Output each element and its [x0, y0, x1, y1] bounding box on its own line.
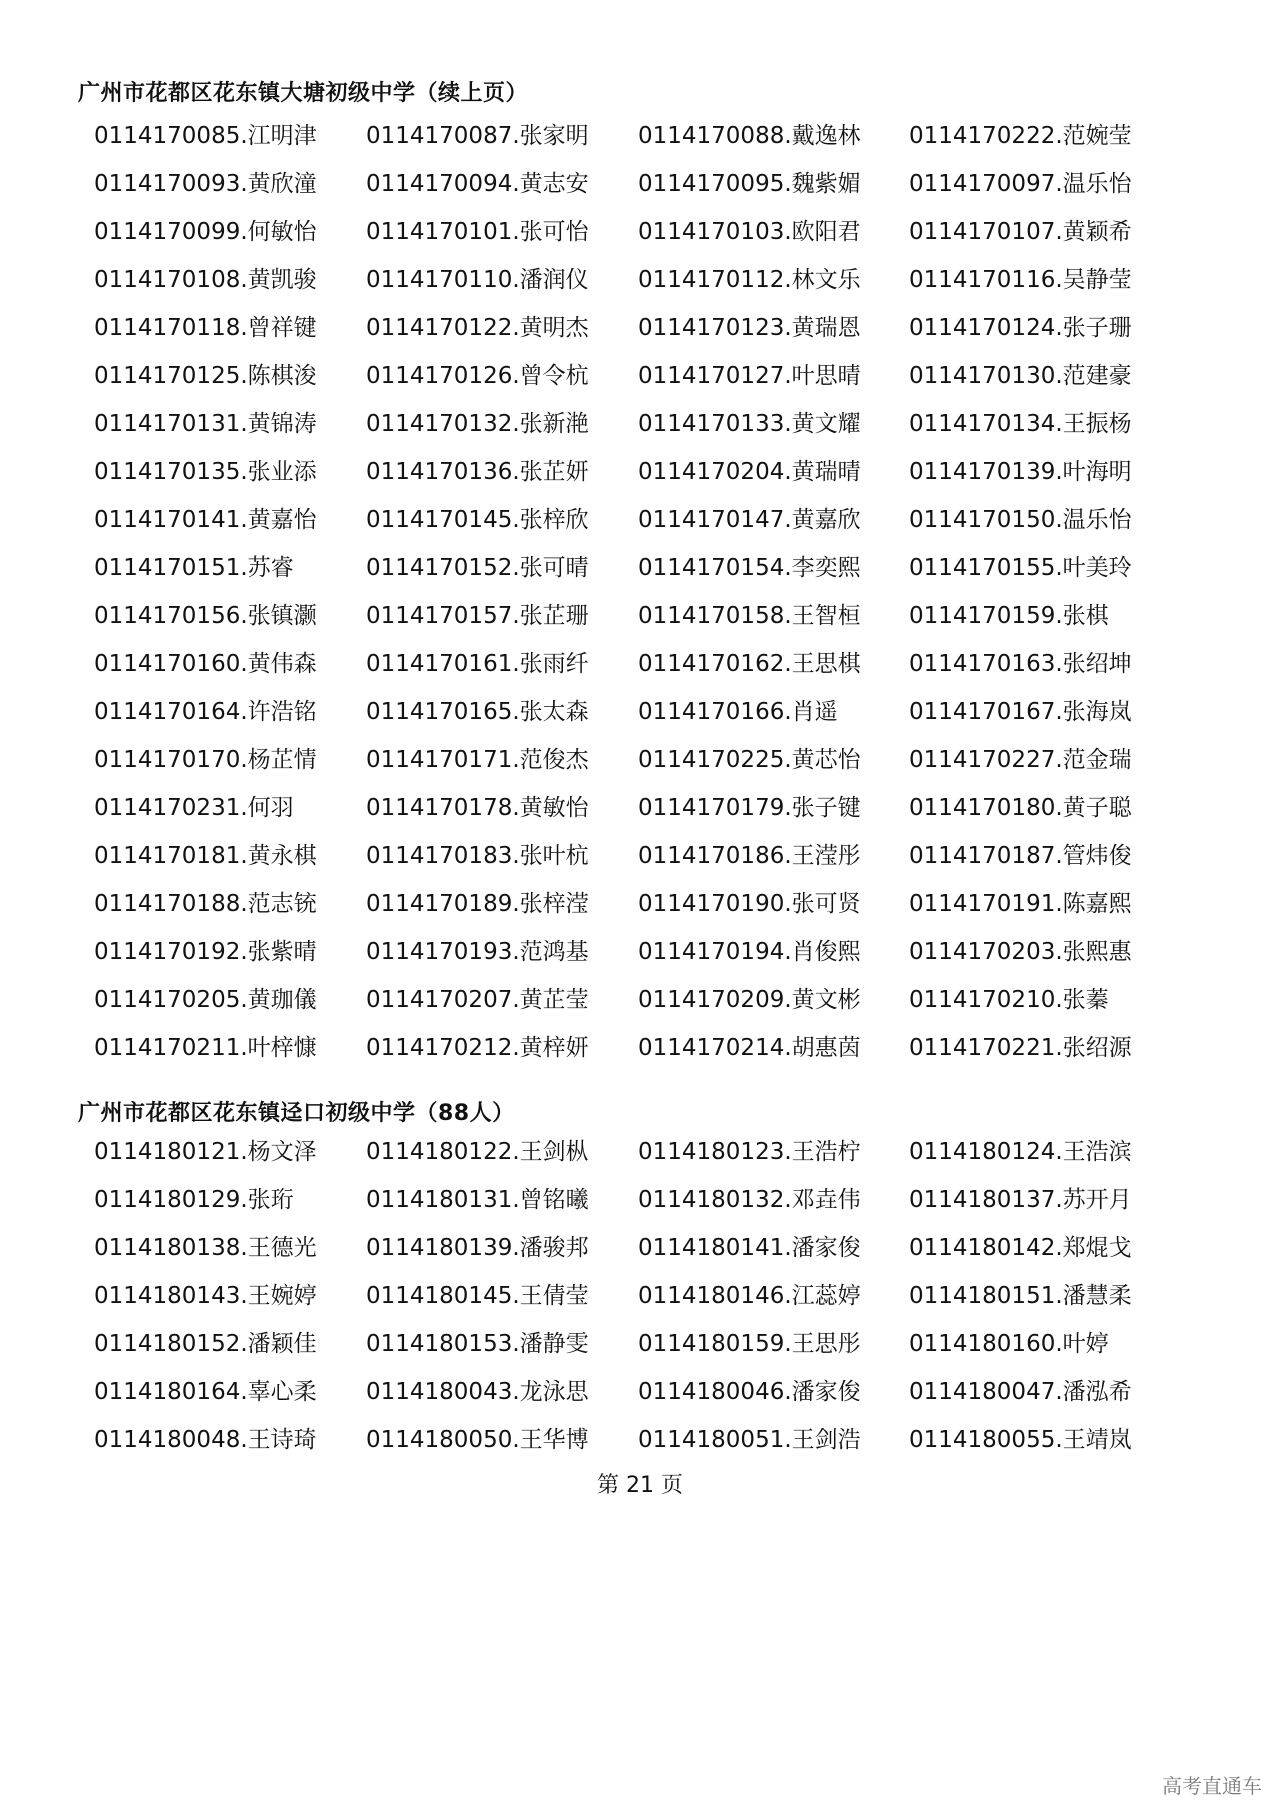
student-entry: 0114170221.张绍源: [909, 1035, 1132, 1061]
list-row: [94, 880, 1224, 928]
student-entry: 0114170187.管炜俊: [909, 843, 1132, 869]
student-entry: 0114180051.王剑浩: [638, 1427, 861, 1453]
student-entry: 0114170133.黄文耀: [638, 411, 861, 437]
student-entry: 0114180131.曾铭曦: [366, 1187, 589, 1213]
list-row: [94, 1320, 1224, 1368]
student-entry: 0114170125.陈棋浚: [94, 363, 317, 389]
student-entry: 0114170222.范婉莹: [909, 123, 1132, 149]
list-row: [94, 1368, 1224, 1416]
student-entry: 0114170101.张可怡: [366, 219, 589, 245]
section-title: 广州市花都区花东镇迳口初级中学（88人）: [78, 1101, 515, 1126]
student-entry: 0114170191.陈嘉熙: [909, 891, 1132, 917]
student-entry: 0114170194.肖俊熙: [638, 939, 861, 965]
student-entry: 0114180122.王剑枞: [366, 1139, 589, 1165]
list-row: [94, 1128, 1224, 1176]
student-entry: 0114170160.黄伟森: [94, 651, 317, 677]
student-entry: 0114170152.张可晴: [366, 555, 589, 581]
student-entry: 0114170156.张镇灏: [94, 603, 317, 629]
list-row: [94, 496, 1224, 544]
student-entry: 0114180138.王德光: [94, 1235, 317, 1261]
list-row: [94, 208, 1224, 256]
list-row: [94, 1224, 1224, 1272]
page-number: 第 21 页: [597, 1473, 683, 1498]
student-entry: 0114180132.邓垚伟: [638, 1187, 861, 1213]
student-entry: 0114170164.许浩铭: [94, 699, 317, 725]
student-entry: 0114170147.黄嘉欣: [638, 507, 861, 533]
student-entry: 0114170085.江明津: [94, 123, 317, 149]
student-entry: 0114170162.王思棋: [638, 651, 861, 677]
list-row: [94, 1416, 1224, 1464]
student-entry: 0114170093.黄欣潼: [94, 171, 317, 197]
list-row: [94, 928, 1224, 976]
student-entry: 0114170163.张绍坤: [909, 651, 1132, 677]
list-row: [94, 592, 1224, 640]
student-entry: 0114170087.张家明: [366, 123, 589, 149]
student-entry: 0114170167.张海岚: [909, 699, 1132, 725]
student-entry: 0114170155.叶美玲: [909, 555, 1132, 581]
student-entry: 0114170136.张芷妍: [366, 459, 589, 485]
student-entry: 0114170159.张棋: [909, 603, 1109, 629]
student-entry: 0114180048.王诗琦: [94, 1427, 317, 1453]
student-entry: 0114180151.潘慧柔: [909, 1283, 1132, 1309]
student-entry: 0114170190.张可贤: [638, 891, 861, 917]
student-entry: 0114180141.潘家俊: [638, 1235, 861, 1261]
student-entry: 0114170183.张叶杭: [366, 843, 589, 869]
student-entry: 0114180137.苏开月: [909, 1187, 1132, 1213]
student-entry: 0114170132.张新滟: [366, 411, 589, 437]
list-row: [94, 160, 1224, 208]
student-entry: 0114180139.潘骏邦: [366, 1235, 589, 1261]
student-entry: 0114170097.温乐怡: [909, 171, 1132, 197]
student-entry: 0114170112.林文乐: [638, 267, 861, 293]
student-entry: 0114180046.潘家俊: [638, 1379, 861, 1405]
student-entry: 0114170171.范俊杰: [366, 747, 589, 773]
student-entry: 0114180123.王浩柠: [638, 1139, 861, 1165]
student-entry: 0114170141.黄嘉怡: [94, 507, 317, 533]
student-entry: 0114170145.张梓欣: [366, 507, 589, 533]
list-row: [94, 1176, 1224, 1224]
student-entry: 0114170165.张太森: [366, 699, 589, 725]
student-entry: 0114170192.张紫晴: [94, 939, 317, 965]
student-entry: 0114170161.张雨纤: [366, 651, 589, 677]
student-entry: 0114170116.吴静莹: [909, 267, 1132, 293]
student-entry: 0114170157.张芷珊: [366, 603, 589, 629]
student-entry: 0114170193.范鸿基: [366, 939, 589, 965]
student-entry: 0114170110.潘润仪: [366, 267, 589, 293]
student-entry: 0114170170.杨芷情: [94, 747, 317, 773]
student-entry: 0114170180.黄子聪: [909, 795, 1132, 821]
student-entry: 0114170158.王智桓: [638, 603, 861, 629]
student-entry: 0114170126.曾令杭: [366, 363, 589, 389]
list-row: [94, 976, 1224, 1024]
student-entry: 0114170123.黄瑞恩: [638, 315, 861, 341]
student-entry: 0114180129.张珩: [94, 1187, 294, 1213]
student-entry: 0114180159.王思彤: [638, 1331, 861, 1357]
student-entry: 0114170103.欧阳君: [638, 219, 861, 245]
student-entry: 0114170214.胡惠茵: [638, 1035, 861, 1061]
student-entry: 0114180145.王倩莹: [366, 1283, 589, 1309]
list-row: [94, 544, 1224, 592]
student-entry: 0114170205.黄珈儀: [94, 987, 317, 1013]
student-entry: 0114170094.黄志安: [366, 171, 589, 197]
student-entry: 0114170154.李奕熙: [638, 555, 861, 581]
student-entry: 0114170088.戴逸林: [638, 123, 861, 149]
student-entry: 0114170107.黄颖希: [909, 219, 1132, 245]
student-entry: 0114170204.黄瑞晴: [638, 459, 861, 485]
student-entry: 0114170166.肖遥: [638, 699, 838, 725]
student-entry: 0114180160.叶婷: [909, 1331, 1109, 1357]
student-entry: 0114170188.范志铳: [94, 891, 317, 917]
student-entry: 0114170118.曾祥键: [94, 315, 317, 341]
list-row: [94, 448, 1224, 496]
list-row: [94, 112, 1224, 160]
student-entry: 0114180164.辜心柔: [94, 1379, 317, 1405]
student-entry: 0114170225.黄芯怡: [638, 747, 861, 773]
student-entry: 0114170203.张熙惠: [909, 939, 1132, 965]
student-entry: 0114180142.郑焜戈: [909, 1235, 1132, 1261]
student-entry: 0114180047.潘泓希: [909, 1379, 1132, 1405]
section-title: 广州市花都区花东镇大塘初级中学（续上页）: [78, 81, 529, 106]
list-row: [94, 1272, 1224, 1320]
list-row: [94, 1024, 1224, 1072]
list-row: [94, 352, 1224, 400]
student-entry: 0114170139.叶海明: [909, 459, 1132, 485]
list-row: [94, 784, 1224, 832]
student-entry: 0114180124.王浩滨: [909, 1139, 1132, 1165]
student-entry: 0114170178.黄敏怡: [366, 795, 589, 821]
student-entry: 0114170135.张业添: [94, 459, 317, 485]
student-entry: 0114170231.何羽: [94, 795, 294, 821]
student-entry: 0114170150.温乐怡: [909, 507, 1132, 533]
student-entry: 0114170209.黄文彬: [638, 987, 861, 1013]
student-entry: 0114180043.龙泳思: [366, 1379, 589, 1405]
student-entry: 0114170131.黄锦涛: [94, 411, 317, 437]
student-entry: 0114170186.王滢彤: [638, 843, 861, 869]
student-entry: 0114180055.王靖岚: [909, 1427, 1132, 1453]
student-list: [94, 112, 1224, 1072]
list-row: [94, 400, 1224, 448]
list-row: [94, 688, 1224, 736]
list-row: [94, 256, 1224, 304]
student-entry: 0114170124.张子珊: [909, 315, 1132, 341]
student-entry: 0114170179.张子键: [638, 795, 861, 821]
student-entry: 0114170207.黄芷莹: [366, 987, 589, 1013]
list-row: [94, 736, 1224, 784]
student-entry: 0114170130.范建豪: [909, 363, 1132, 389]
student-entry: 0114170099.何敏怡: [94, 219, 317, 245]
student-entry: 0114180153.潘静雯: [366, 1331, 589, 1357]
student-entry: 0114170151.苏睿: [94, 555, 294, 581]
list-row: [94, 640, 1224, 688]
student-entry: 0114170210.张蓁: [909, 987, 1109, 1013]
student-entry: 0114180121.杨文泽: [94, 1139, 317, 1165]
student-entry: 0114170134.王振杨: [909, 411, 1132, 437]
student-entry: 0114170127.叶思晴: [638, 363, 861, 389]
student-entry: 0114180146.江蕊婷: [638, 1283, 861, 1309]
student-entry: 0114170122.黄明杰: [366, 315, 589, 341]
watermark: 高考直通车: [1162, 1774, 1262, 1798]
student-entry: 0114170212.黄梓妍: [366, 1035, 589, 1061]
student-entry: 0114170211.叶梓慷: [94, 1035, 317, 1061]
student-entry: 0114170227.范金瑞: [909, 747, 1132, 773]
list-row: [94, 304, 1224, 352]
student-list: [94, 1128, 1224, 1464]
list-row: [94, 832, 1224, 880]
student-entry: 0114170095.魏紫媚: [638, 171, 861, 197]
student-entry: 0114170189.张梓滢: [366, 891, 589, 917]
student-entry: 0114170108.黄凯骏: [94, 267, 317, 293]
student-entry: 0114180152.潘颖佳: [94, 1331, 317, 1357]
student-entry: 0114170181.黄永棋: [94, 843, 317, 869]
student-entry: 0114180143.王婉婷: [94, 1283, 317, 1309]
student-entry: 0114180050.王华博: [366, 1427, 589, 1453]
